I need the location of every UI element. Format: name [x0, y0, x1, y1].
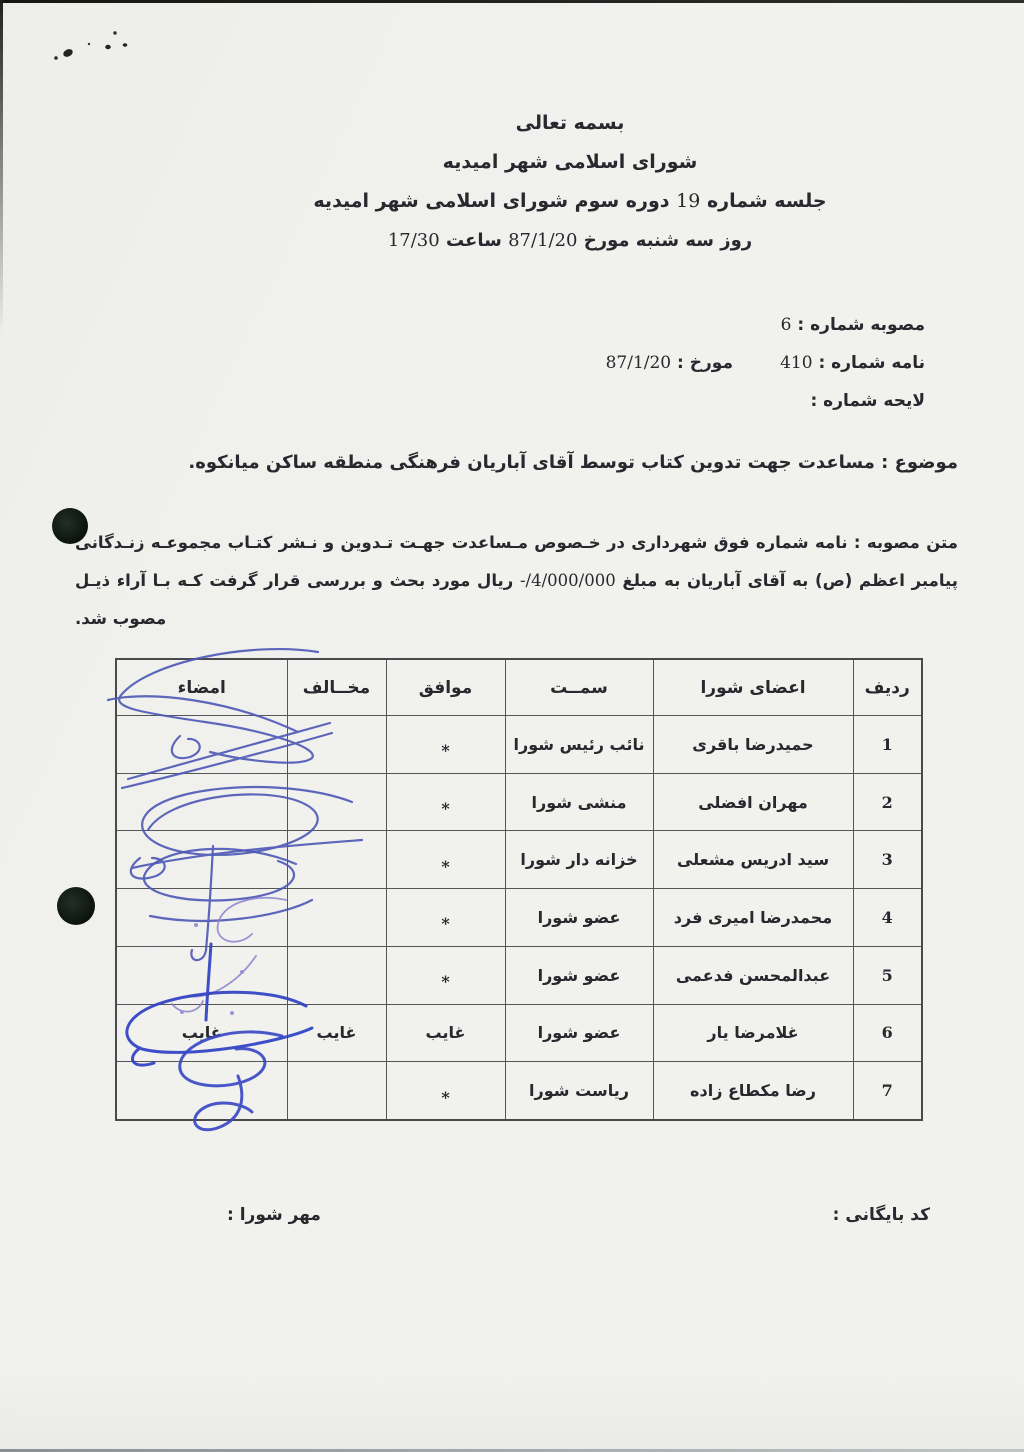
cell-agree	[386, 889, 505, 947]
cell-agree	[386, 716, 505, 774]
cell-signature	[116, 889, 287, 947]
table-row	[116, 946, 922, 1004]
cell-agree	[386, 831, 505, 889]
cell-name: عبدالمحسن فدعمی	[653, 946, 853, 1004]
meeting-time: 17/30	[387, 230, 440, 251]
cell-no: 6	[853, 1004, 922, 1062]
letter-date-value: 87/1/20	[605, 353, 672, 373]
archive-code-label: کد بایگانی :	[832, 1205, 930, 1225]
cell-position: عضو شورا	[505, 1004, 653, 1062]
cell-oppose	[287, 946, 386, 1004]
vote-table	[115, 658, 923, 1121]
table-row	[116, 889, 922, 947]
cell-position: عضو شورا	[505, 889, 653, 947]
cell-signature	[116, 773, 287, 831]
cell-no: 5	[853, 946, 922, 1004]
agree-mark: *	[441, 856, 450, 876]
approval-number-value: 6	[780, 315, 792, 335]
cell-agree	[386, 773, 505, 831]
resolution-line-2-pre: پیامبر اعظم (ص) به آقای آباریان به مبلغ	[622, 571, 958, 590]
cell-name: غلامرضا یار	[653, 1004, 853, 1062]
cell-signature: غایب	[116, 1004, 287, 1062]
cell-agree	[386, 1062, 505, 1120]
cell-oppose	[287, 716, 386, 774]
scan-edge-top	[0, 0, 1024, 3]
amount-value: -/4/000/000	[519, 571, 616, 590]
cell-name: سید ادریس مشعلی	[653, 831, 853, 889]
cell-name: حمیدرضا باقری	[653, 716, 853, 774]
letter-date-label: مورخ :	[677, 353, 733, 373]
resolution-line-2	[75, 562, 958, 600]
bill-number-field	[810, 391, 925, 411]
cell-oppose	[287, 889, 386, 947]
approval-number-field	[781, 315, 925, 335]
weekday-label: روز سه شنبه مورخ	[583, 230, 753, 251]
agree-mark: *	[441, 1087, 450, 1107]
session-line	[170, 182, 970, 221]
hole-punch-bottom	[57, 887, 95, 925]
agree-mark: *	[441, 799, 450, 819]
resolution-line-1: متن مصوبه : نامه شماره فوق شهرداری در خـصوص مـساعدت جهـت تـدوین و نـشر کتـاب مجموعـه زنـدگانی	[75, 533, 958, 552]
letter-number-label: نامه شماره :	[818, 353, 925, 373]
subject-line: موضوع : مساعدت جهت تدوین کتاب توسط آقای آباریان فرهنگی منطقه ساکن میانکوه.	[188, 452, 958, 473]
cell-name: رضا مکطاع زاده	[653, 1062, 853, 1120]
cell-oppose	[287, 831, 386, 889]
header-signature: امضاء	[116, 659, 287, 716]
cell-oppose	[287, 773, 386, 831]
letter-date-field	[606, 353, 733, 373]
cell-oppose	[287, 1062, 386, 1120]
header-row-number: ردیف	[853, 659, 922, 716]
session-number: 19	[676, 190, 701, 212]
cell-name: محمدرضا امیری فرد	[653, 889, 853, 947]
cell-agree	[386, 946, 505, 1004]
council-seal-label: مهر شورا :	[227, 1205, 321, 1225]
scan-edge-left	[0, 0, 3, 335]
document-header	[170, 104, 970, 260]
cell-no: 1	[853, 716, 922, 774]
cell-position: خزانه دار شورا	[505, 831, 653, 889]
cell-position: منشی شورا	[505, 773, 653, 831]
table-row	[116, 1062, 922, 1120]
cell-signature	[116, 1062, 287, 1120]
cell-position: ریاست شورا	[505, 1062, 653, 1120]
cell-no: 3	[853, 831, 922, 889]
cell-position: عضو شورا	[505, 946, 653, 1004]
meeting-date: 87/1/20	[508, 230, 578, 251]
resolution-body	[75, 524, 958, 638]
agree-mark: *	[441, 741, 450, 761]
approval-number-label: مصوبه شماره :	[797, 315, 925, 335]
cell-position: نائب رئیس شورا	[505, 716, 653, 774]
cell-signature	[116, 946, 287, 1004]
table-header-row	[116, 659, 922, 716]
header-position: سمــت	[505, 659, 653, 716]
letter-number-field	[780, 353, 925, 373]
table-row	[116, 773, 922, 831]
letter-number-value: 410	[780, 353, 813, 373]
hour-label: ساعت	[445, 230, 502, 251]
cell-oppose: غایب	[287, 1004, 386, 1062]
besmellah-line: بسمه تعالی	[515, 112, 625, 134]
date-time-line	[170, 221, 970, 260]
header-oppose: مخــالف	[287, 659, 386, 716]
cell-signature	[116, 831, 287, 889]
table-row	[116, 831, 922, 889]
members-table-body	[116, 716, 922, 1121]
resolution-line-3: مصوب شد.	[75, 609, 167, 628]
table-row	[116, 1004, 922, 1062]
cell-name: مهران افضلی	[653, 773, 853, 831]
agree-mark: *	[441, 914, 450, 934]
bill-number-label: لایحه شماره :	[810, 391, 925, 411]
session-term: دوره سوم شورای اسلامی شهر امیدیه	[313, 190, 670, 212]
cell-agree: غایب	[386, 1004, 505, 1062]
council-title-line: شورای اسلامی شهر امیدیه	[442, 151, 698, 173]
agree-mark: *	[441, 972, 450, 992]
resolution-line-2-post: ریال مورد بحث و بررسی قرار گرفت کـه بـا آراء ذیـل	[75, 571, 514, 590]
table-row	[116, 716, 922, 774]
cell-no: 2	[853, 773, 922, 831]
cell-signature	[116, 716, 287, 774]
session-label: جلسه شماره	[706, 190, 827, 212]
cell-no: 7	[853, 1062, 922, 1120]
header-agree: موافق	[386, 659, 505, 716]
header-members: اعضای شورا	[653, 659, 853, 716]
cell-no: 4	[853, 889, 922, 947]
